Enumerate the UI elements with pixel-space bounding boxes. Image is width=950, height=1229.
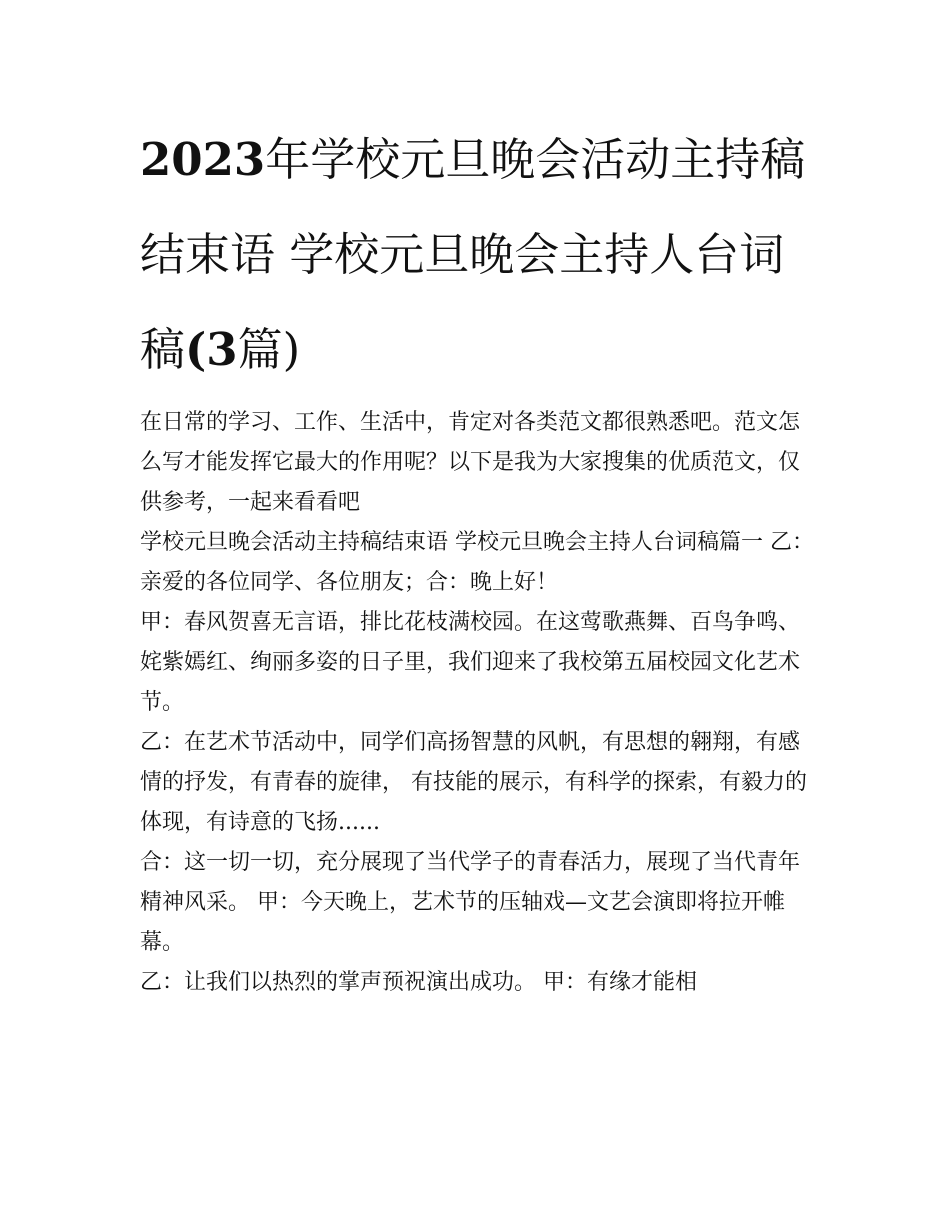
paragraph-he-1: 合：这一切一切，充分展现了当代学子的青春活力，展现了当代青年精神风采。 甲：今天晚上，艺术节的压轴戏—文艺会演即将拉开帷幕。 xyxy=(140,850,801,955)
document-page xyxy=(140,112,820,1003)
paragraph-yi-2: 乙：让我们以热烈的掌声预祝演出成功。 甲：有缘才能相 xyxy=(140,970,697,995)
paragraph-intro: 在日常的学习、工作、生活中，肯定对各类范文都很熟悉吧。范文怎么写才能发挥它最大的作用呢？以下是我为大家搜集的优质范文，仅供参考，一起来看看吧 xyxy=(140,410,801,515)
paragraph-jia-1: 甲：春风贺喜无言语，排比花枝满校园。在这莺歌燕舞、百鸟争鸣、姹紫嫣红、绚丽多姿的日子里，我们迎来了我校第五届校园文化艺术节。 xyxy=(140,610,801,715)
document-title: 2023年学校元旦晚会活动主持稿结束语 学校元旦晚会主持人台词稿(3篇) xyxy=(140,133,806,376)
paragraph-section-one: 学校元旦晚会活动主持稿结束语 学校元旦晚会主持人台词稿篇一 乙：亲爱的各位同学、各位朋友；合：晚上好！ xyxy=(140,530,814,595)
paragraph-yi-1: 乙：在艺术节活动中，同学们高扬智慧的风帆，有思想的翱翔，有感情的抒发，有青春的旋律， 有技能的展示，有科学的探索，有毅力的体现，有诗意的飞扬...... xyxy=(140,730,807,835)
